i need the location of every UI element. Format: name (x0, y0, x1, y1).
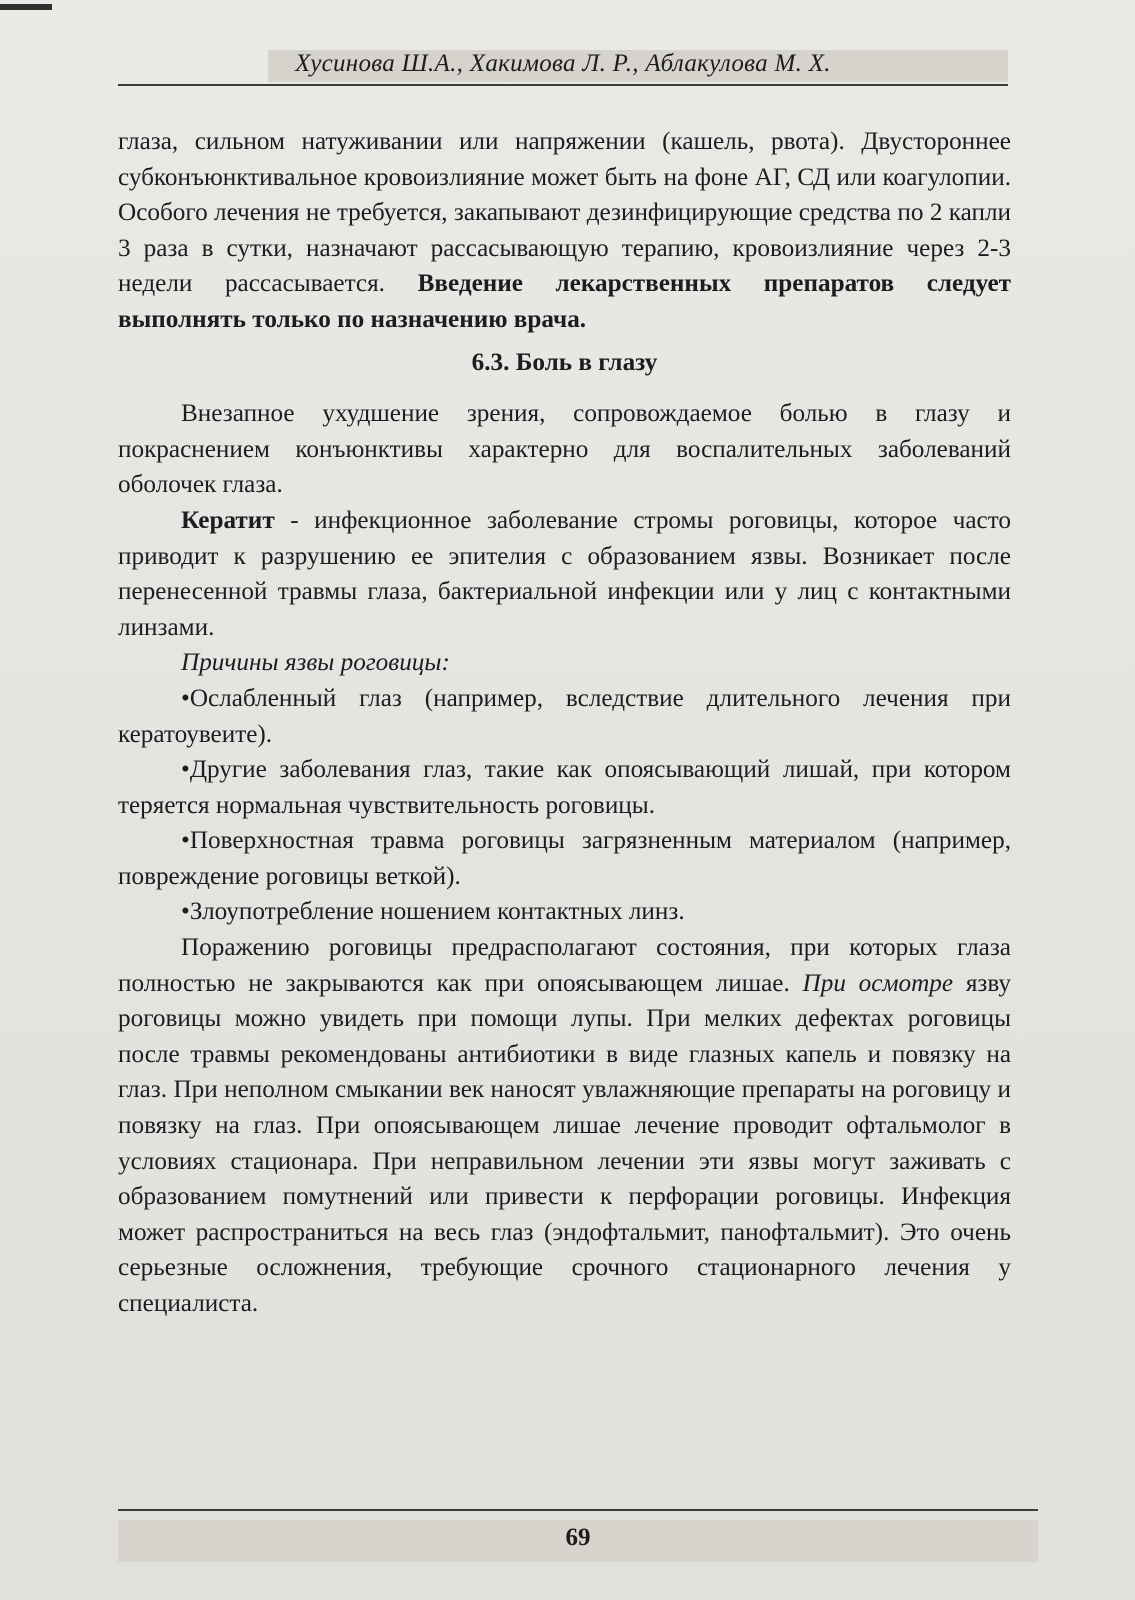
paragraph-treatment (118, 930, 1011, 1322)
treatment-text-start: Поражению роговицы предрасполагают состояния, при которых глаза полностью не закрываются как при опоясывающем лишае. (118, 934, 1011, 997)
body-text (118, 124, 1011, 1322)
paragraph-intro: Внезапное ухудшение зрения, сопровождаемое болью в глазу и покраснением конъюнктивы характерно для воспалительных заболеваний оболочек глаза. (118, 400, 1011, 499)
footer-rule (118, 1509, 1038, 1511)
scan-corner-mark (0, 4, 52, 10)
causes-heading (118, 645, 1011, 681)
header-authors: Хусинова Ш.А., Хакимова Л. Р., Аблакулова М. Х. (295, 50, 831, 77)
causes-heading-text: Причины язвы роговицы: (181, 649, 450, 677)
treatment-italic-term: При осмотре (802, 969, 954, 997)
keratitis-definition: - инфекционное заболевание стромы роговицы, которое часто приводит к разрушению ее эпителия с образованием язвы. Возникает после перенесенной травмы глаза, бактериальной инфекции или у лиц с контактными линзами. (118, 506, 1011, 641)
page-number: 69 (565, 1524, 591, 1551)
cause-item: •Поверхностная травма роговицы загрязненным материалом (например, повреждение роговицы веткой). (118, 827, 1011, 890)
paragraph-text: глаза, сильном натуживании или напряжении (кашель, рвота). Двустороннее субконъюнктивальное кровоизлияние может быть на фоне АГ, СД или коагулопии. Особого лечения не требуется, закапывают дезинфицирующие средства по 2 капли 3 раза в сутки, назначают рассасывающую терапию, кровоизлияние через 2-3 недели рассасывается. (118, 128, 1011, 298)
cause-item: •Злоупотребление ношением контактных линз. (181, 898, 685, 926)
cause-item: •Другие заболевания глаз, такие как опоясывающий лишай, при котором теряется нормальная чувствительность роговицы. (118, 756, 1011, 819)
paragraph-subconjunctival (118, 124, 1011, 338)
section-title: 6.3. Боль в глазу (471, 348, 658, 376)
term-keratitis: Кератит (181, 506, 275, 534)
cause-item: •Ослабленный глаз (например, вследствие длительного лечения при кератоувеите). (118, 684, 1011, 748)
running-header (118, 44, 1008, 86)
treatment-text-rest: язву роговицы можно увидеть при помощи лупы. При мелких дефектах роговицы после травмы рекомендованы антибиотики в виде глазных капель и повязку на глаз. При неполном смыкании век наносят увлажняющие препараты на роговицу и повязку на глаз. При опоясывающем лишае лечение проводит офтальмолог в условиях стационара. При неправильном лечении эти язвы могут заживать с образованием помутнений или привести к перфорации роговицы. Инфекция может распространиться на весь глаз (эндофтальмит, панофтальмит). Это очень серьезные осложнения, требующие срочного стационарного лечения у специалиста. (118, 969, 1011, 1317)
warning-bold-text: Введение лекарственных препаратов следует выполнять только по назначению врача. (118, 270, 1012, 333)
paragraph-keratitis (118, 503, 1011, 645)
